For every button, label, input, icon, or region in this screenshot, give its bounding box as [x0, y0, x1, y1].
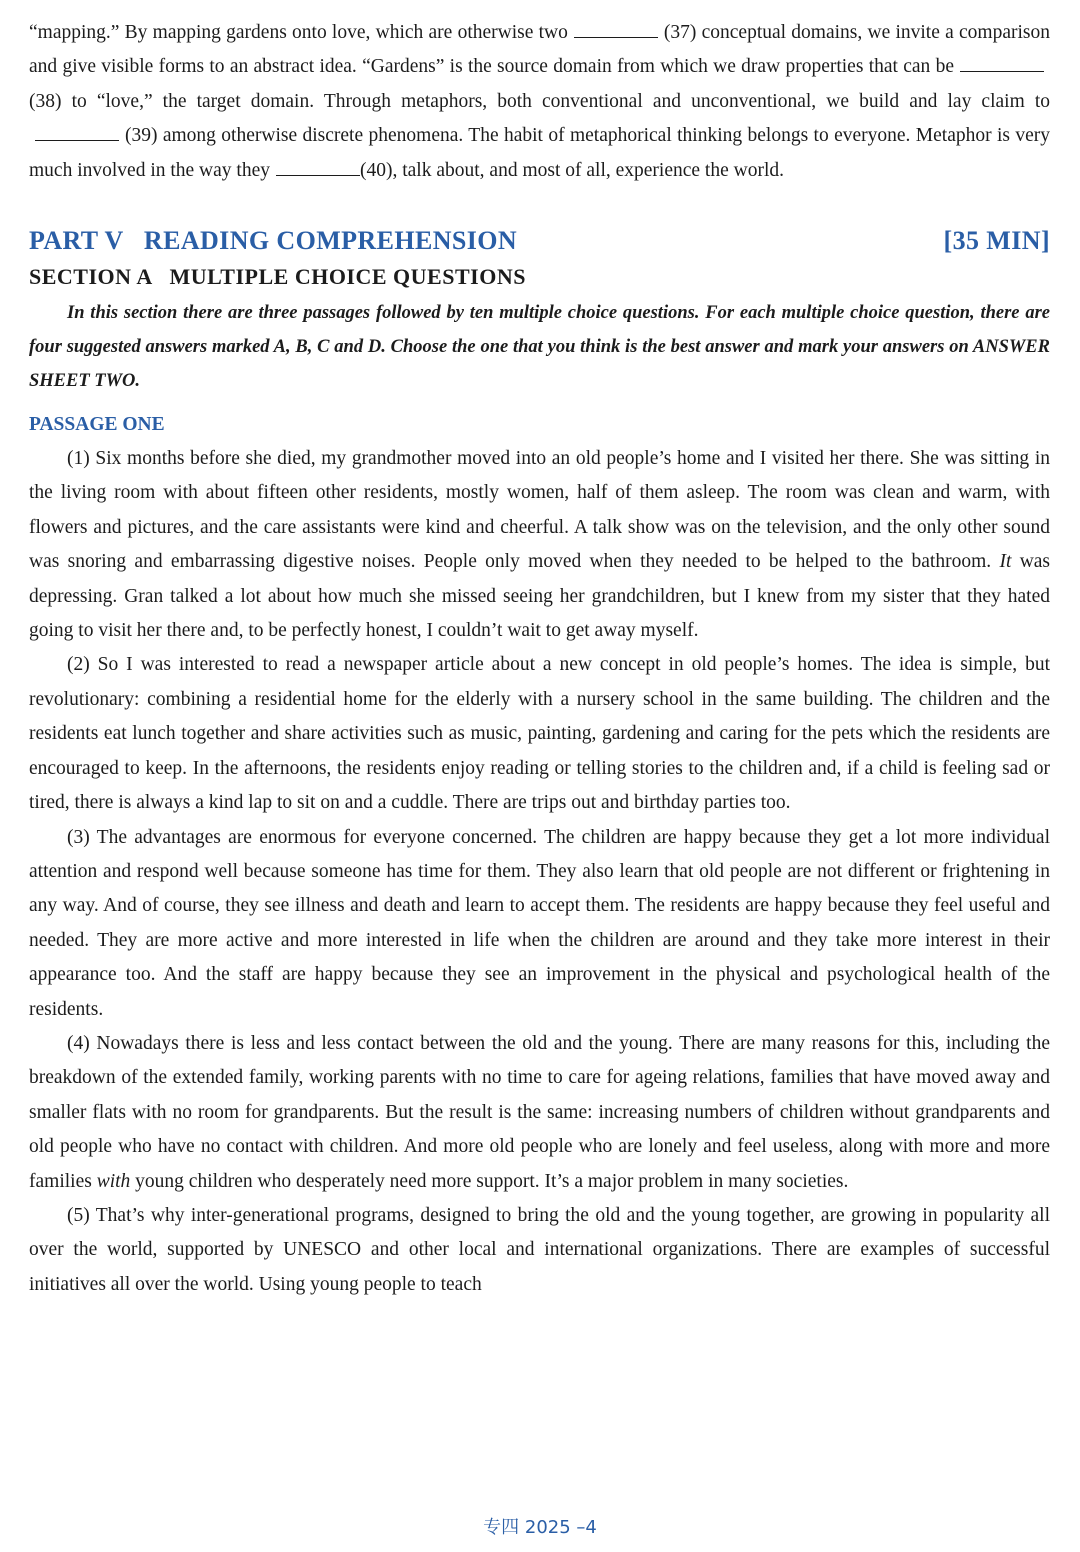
page-footer: 专四 2025 –4: [483, 1517, 597, 1538]
emphasis-it: It: [999, 551, 1012, 573]
blank-37: [574, 19, 658, 38]
passage-text: (39) among otherwise discrete phenomena. The habit of metaphorical thinking belongs to everyone. Metaphor is very much involved in the way they: [29, 125, 1050, 181]
section-instructions: In this section there are three passages followed by ten multiple choice questions. For each multiple choice question, there are four suggested answers marked A, B, C and D. Choose the one that you think is the best answer and mark your answers on ANSWER SHEET TWO.: [29, 303, 1050, 392]
paragraph-1: [29, 442, 1050, 648]
paragraph-5: (5) That’s why inter-generational programs, designed to bring the old and the young together, are growing in popularity all over the world, supported by UNESCO and other local and international organizations. There are examples of successful initiatives all over the world. Using young people to teach: [29, 1204, 1050, 1295]
continued-passage: [29, 16, 1050, 188]
emphasis-with: with: [96, 1170, 131, 1192]
part-heading: [29, 226, 1050, 256]
blank-39: [35, 122, 119, 141]
exam-page: [29, 16, 1050, 1302]
paragraph-text: (1) Six months before she died, my grandmother moved into an old people’s home and I visited her there. She was sitting in the living room with about fifteen other residents, mostly women, half of them asleep. The room was clean and warm, with flowers and pictures, and the care assistants were kind and cheerful. A talk show was on the television, and the only other sound was snoring and embarrassing digestive noises. People only moved when they needed to be helped to the bathroom.: [29, 448, 1050, 573]
passage-text: “mapping.” By mapping gardens onto love, which are otherwise two: [29, 22, 568, 43]
section-title: SECTION A MULTIPLE CHOICE QUESTIONS: [29, 264, 526, 290]
blank-40: [276, 157, 360, 176]
paragraph-text: young children who desperately need more support. It’s a major problem in many societies.: [135, 1170, 849, 1192]
paragraph-text: was depressing. Gran talked a lot about how much she missed seeing her grandchildren, but I knew from my sister that they hated going to visit her there and, to be perfectly honest, I couldn’t wait to get away myself.: [29, 551, 1051, 642]
passage-text: (38) to “love,” the target domain. Through metaphors, both conventional and unconventional, we build and lay claim to: [29, 90, 1050, 112]
part-title: PART V READING COMPREHENSION: [29, 226, 518, 256]
passage-title: PASSAGE ONE: [29, 414, 165, 436]
paragraph-2: (2) So I was interested to read a newspaper article about a new concept in old people’s homes. The idea is simple, but revolutionary: combining a residential home for the elderly with a nursery school in the same building. The children and the residents eat lunch together and share activities such as music, painting, gardening and caring for the pets which the residents are encouraged to keep. In the afternoons, the residents enjoy reading or telling stories to the children and, if a child is feeling sad or tired, there is always a kind lap to sit on and a cuddle. There are trips out and birthday parties too.: [29, 654, 1050, 814]
passage-text: (40), talk about, and most of all, experience the world.: [360, 159, 784, 181]
blank-38: [960, 53, 1044, 72]
paragraph-text: (4) Nowadays there is less and less contact between the old and the young. There are many reasons for this, including the breakdown of the extended family, working parents with no time to care for ageing relations, families that have moved away and smaller flats with no room for grandparents. But the result is the same: increasing numbers of children without grandparents and old people who have no contact with children. And more old people who are lonely and feel useless, along with more and more families: [29, 1032, 1050, 1192]
passage-text: (37) conceptual domains, we invite a comparison and give visible forms to an abstract idea. “Gardens” is the source domain from which we draw properties that can be: [29, 22, 1050, 78]
paragraph-4: [29, 1027, 1050, 1199]
part-time: [35 MIN]: [943, 226, 1050, 256]
paragraph-3: (3) The advantages are enormous for everyone concerned. The children are happy because they get a lot more individual attention and respond well because someone has time for them. They also learn that old people are not different or frightening in any way. And of course, they see illness and death and learn to accept them. The residents are happy because they feel useful and needed. They are more active and more interested in life when the children are around and they take more interest in their appearance too. And the staff are happy because they see an improvement in the physical and psychological health of the residents.: [29, 826, 1050, 1020]
